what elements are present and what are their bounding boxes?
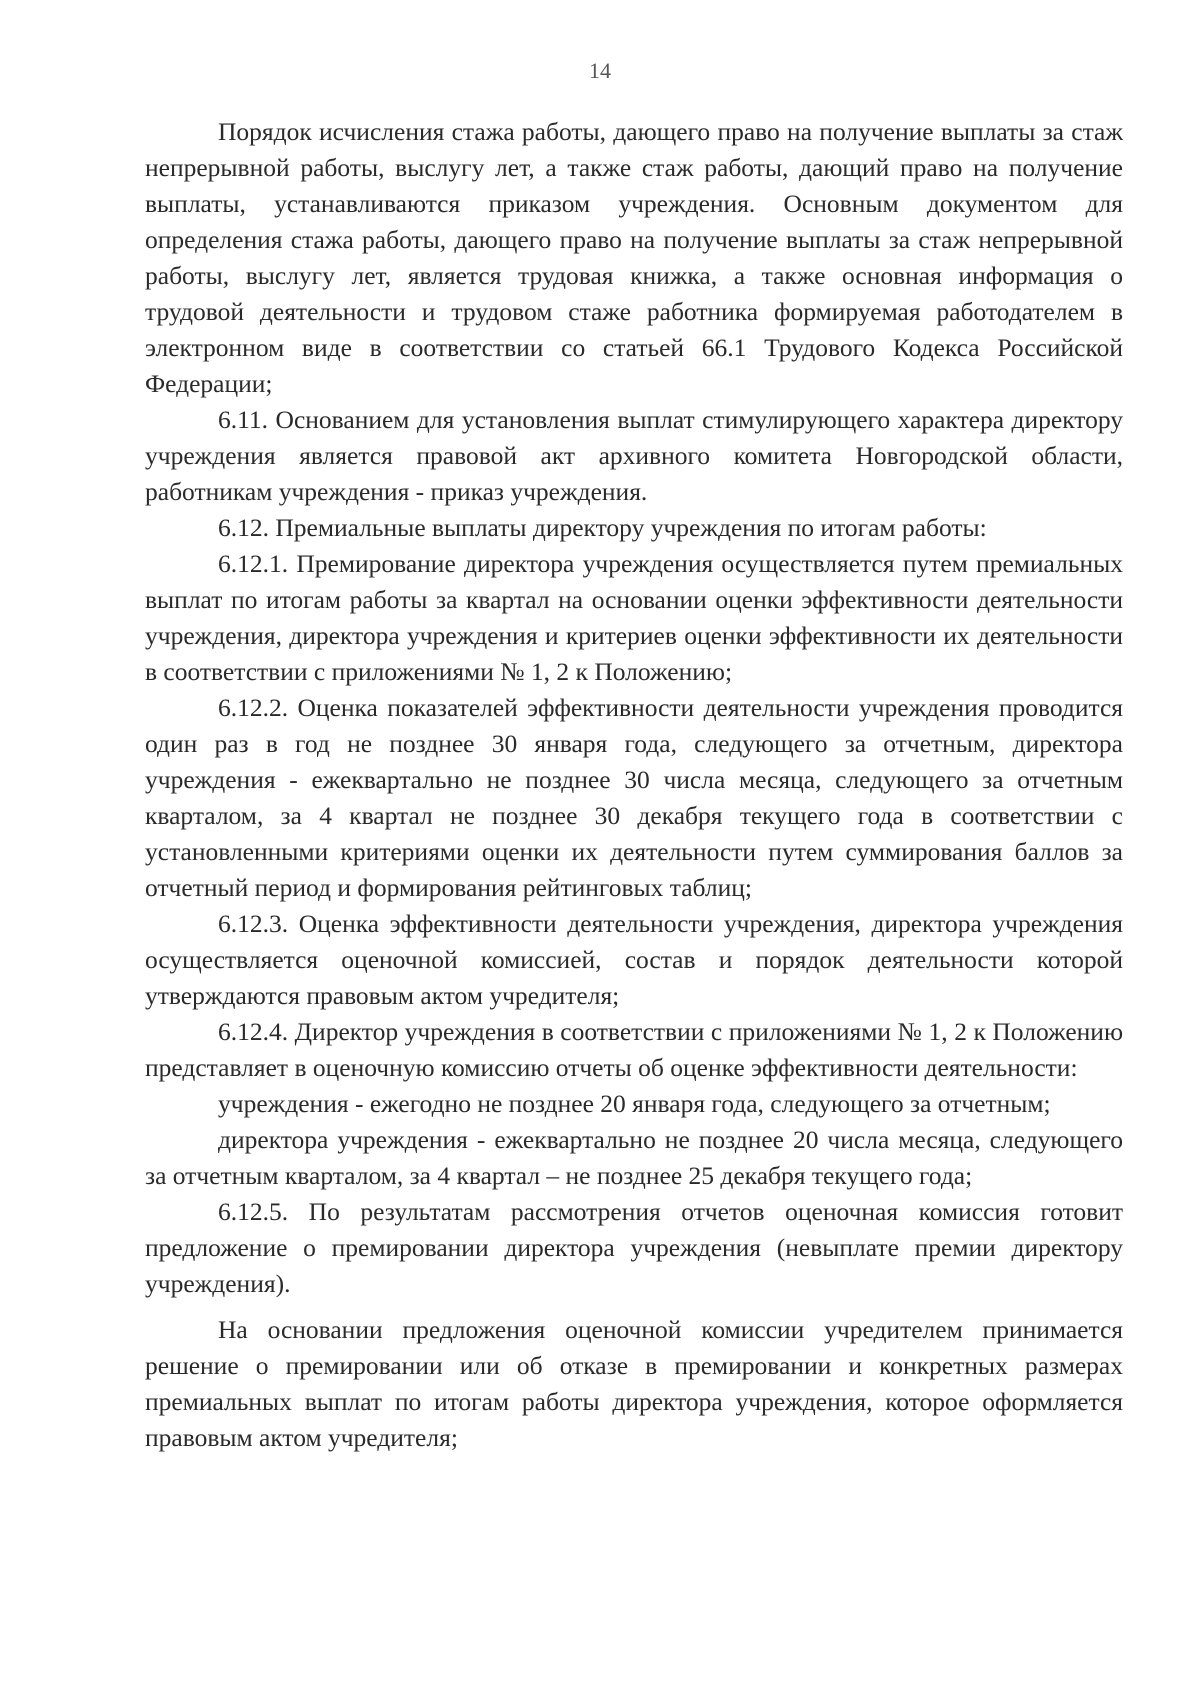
paragraph-6-12-5: 6.12.5. По результатам рассмотрения отчетов оценочная комиссия готовит предложение о премировании директора учреждения (невыплате премии директору учреждения). <box>145 1197 1123 1298</box>
paragraph-institution-deadline: учреждения - ежегодно не позднее 20 января года, следующего за отчетным; <box>218 1089 1051 1118</box>
paragraph-6-11: 6.11. Основанием для установления выплат стимулирующего характера директору учреждения является правовой акт архивного комитета Новгородской области, работникам учреждения - приказ учреждения. <box>145 405 1123 506</box>
paragraph-director-deadline: директора учреждения - ежеквартально не позднее 20 числа месяца, следующего за отчетным кварталом, за 4 квартал – не позднее 25 декабря текущего года; <box>145 1125 1123 1190</box>
paragraph-6-12-1: 6.12.1. Премирование директора учреждения осуществляется путем премиальных выплат по итогам работы за квартал на основании оценки эффективности деятельности учреждения, директора учреждения и критериев оценки эффективности их деятельности в соответствии с приложениями № 1, 2 к Положению; <box>145 549 1123 686</box>
paragraph-6-12-3: 6.12.3. Оценка эффективности деятельности учреждения, директора учреждения осуществляется оценочной комиссией, состав и порядок деятельности которой утверждаются правовым актом учредителя; <box>145 909 1123 1010</box>
page-number: 14 <box>589 58 611 83</box>
paragraph-6-12-2: 6.12.2. Оценка показателей эффективности деятельности учреждения проводится один раз в год не позднее 30 января года, следующего за отчетным, директора учреждения - ежеквартально не позднее 30 числа месяца, следующего за отчетным кварталом, за 4 квартал не позднее 30 декабря текущего года в соответствии с установленными критериями оценки их деятельности путем суммирования баллов за отчетный период и формирования рейтинговых таблиц; <box>145 693 1123 902</box>
document-body <box>145 114 1123 1456</box>
paragraph-seniority-calculation: Порядок исчисления стажа работы, дающего право на получение выплаты за стаж непрерывной работы, выслугу лет, а также стаж работы, дающий право на получение выплаты, устанавливаются приказом учреждения. Основным документом для определения стажа работы, дающего право на получение выплаты за стаж непрерывной работы, выслугу лет, является трудовая книжка, а также основная информация о трудовой деятельности и трудовом стаже работника формируемая работодателем в электронном виде в соответствии со статьей 66.1 Трудового Кодекса Российской Федерации; <box>145 117 1123 398</box>
paragraph-founder-decision: На основании предложения оценочной комиссии учредителем принимается решение о премировании или об отказе в премировании и конкретных размерах премиальных выплат по итогам работы директора учреждения, которое оформляется правовым актом учредителя; <box>145 1315 1123 1452</box>
paragraph-6-12: 6.12. Премиальные выплаты директору учреждения по итогам работы: <box>218 513 987 542</box>
paragraph-6-12-4: 6.12.4. Директор учреждения в соответствии с приложениями № 1, 2 к Положению представляет в оценочную комиссию отчеты об оценке эффективности деятельности: <box>145 1017 1123 1082</box>
